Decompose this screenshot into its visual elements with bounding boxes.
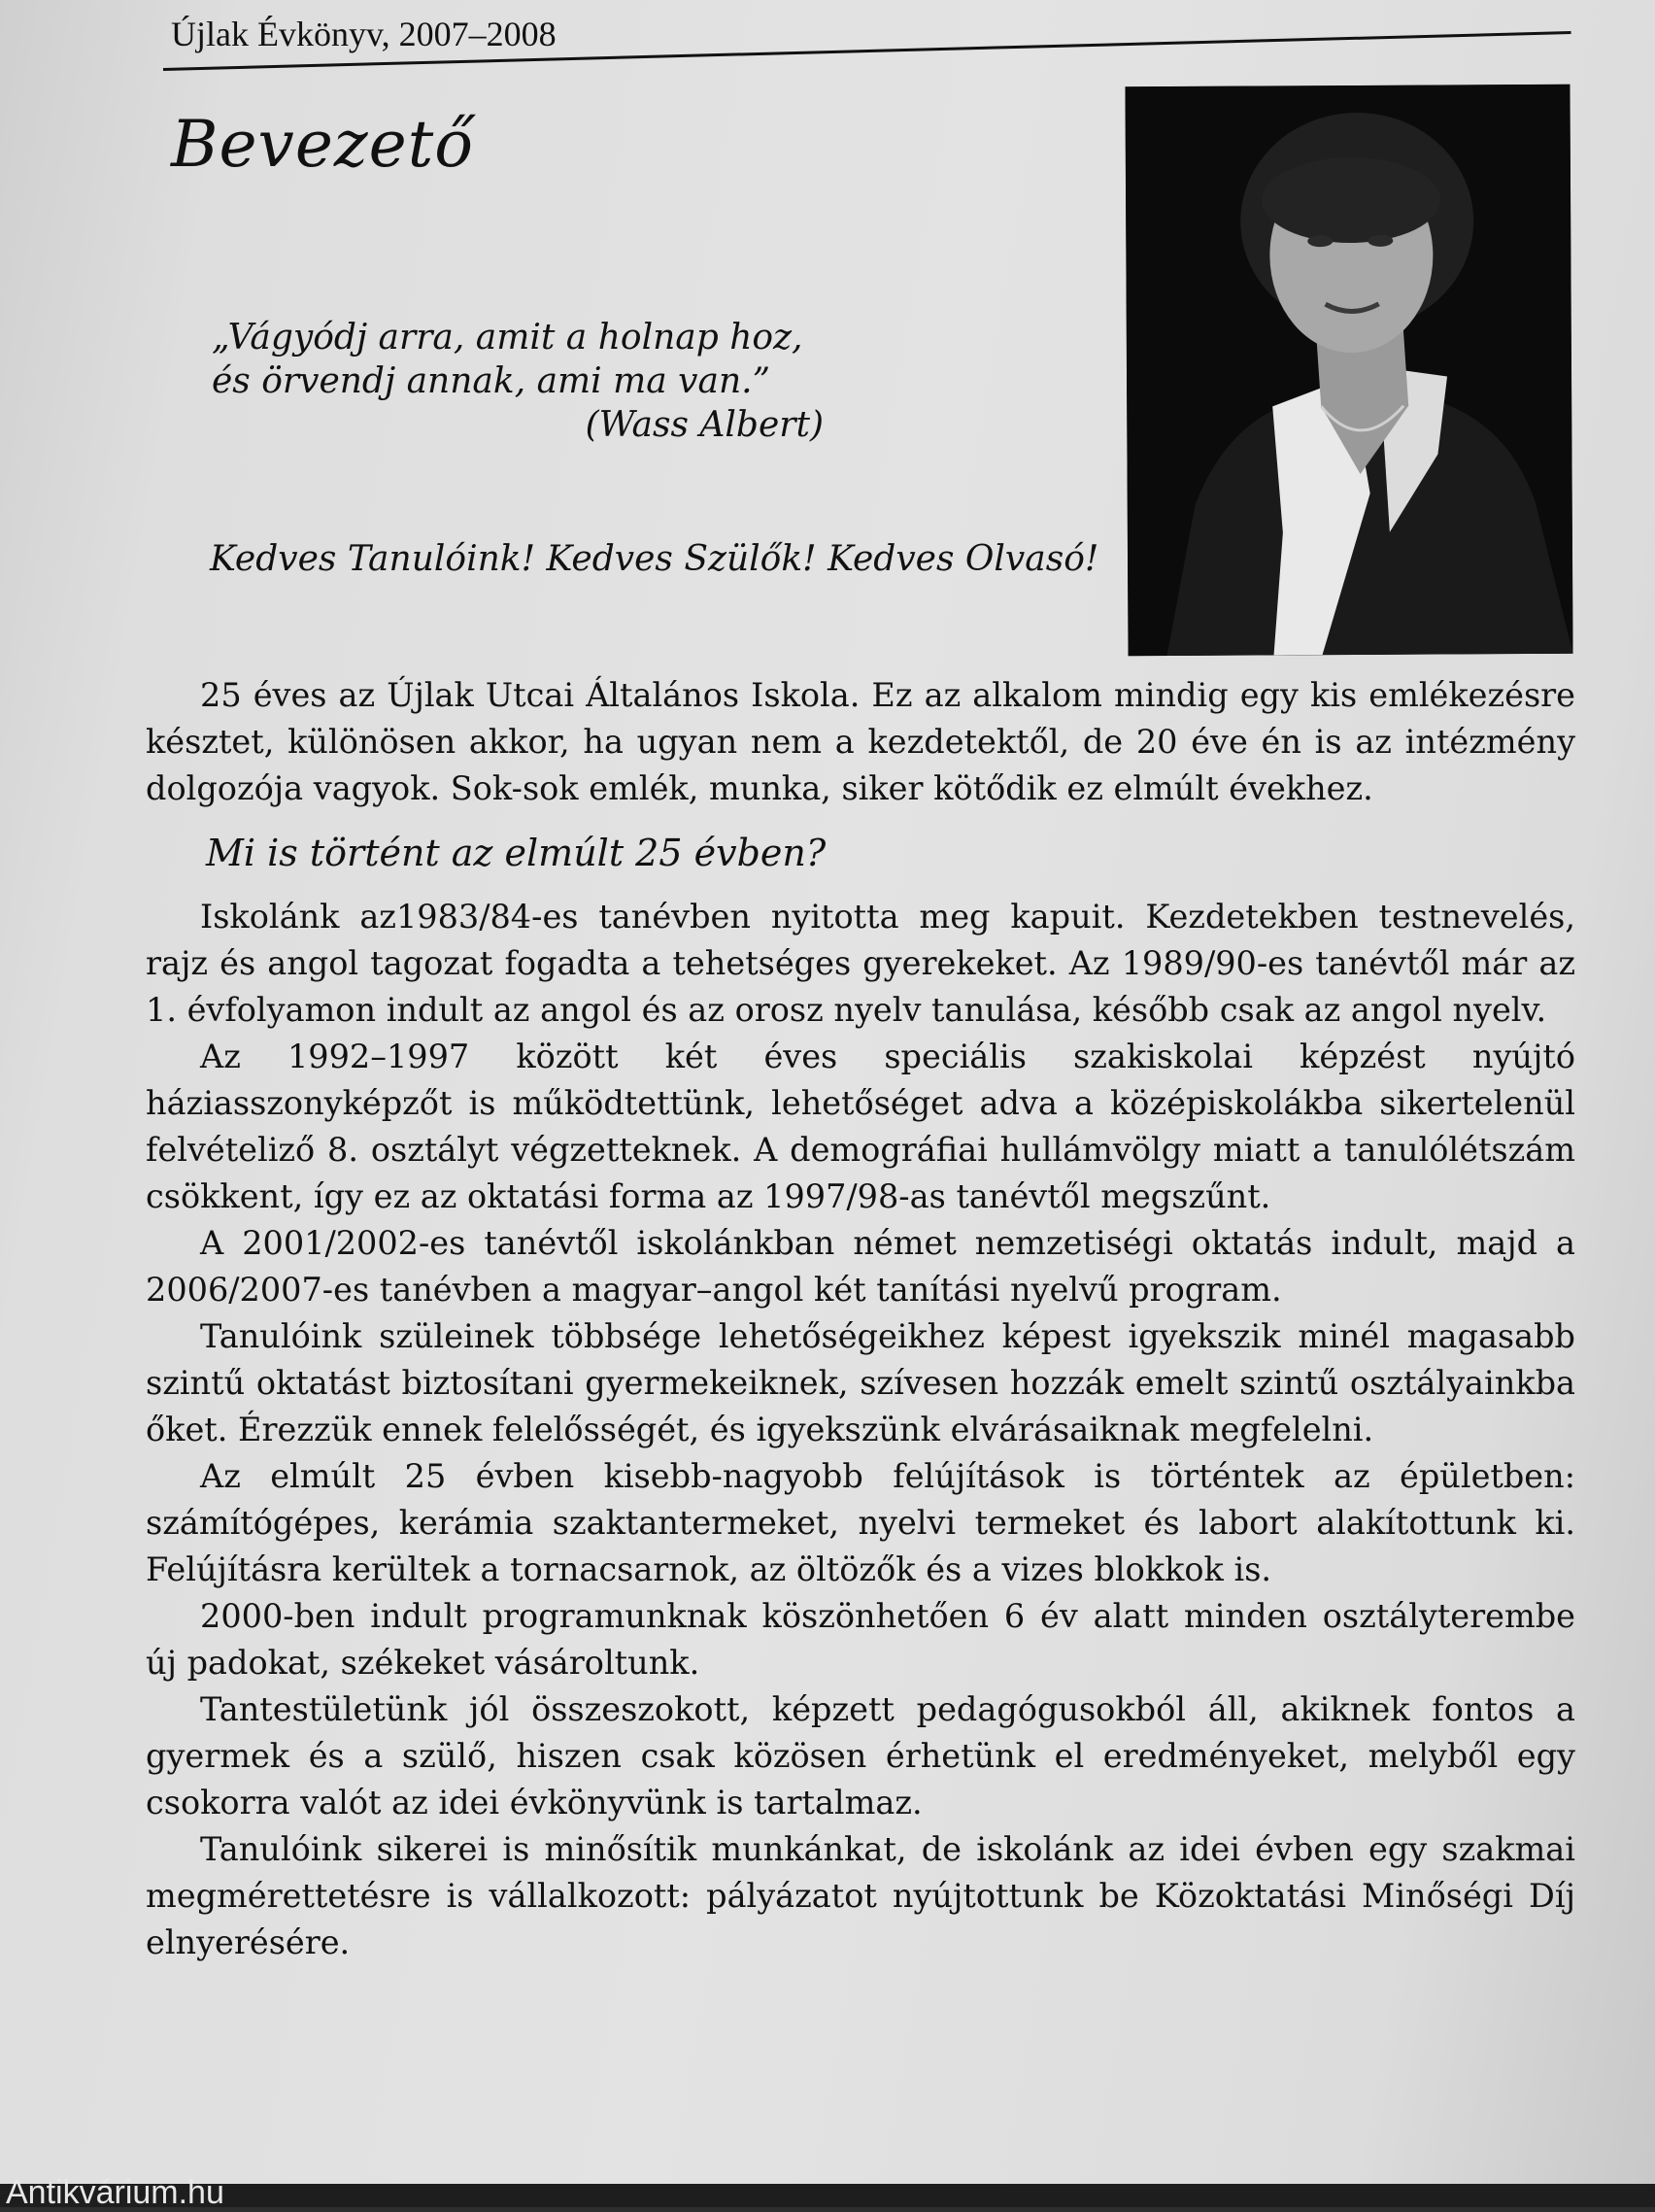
motto-quote (212, 316, 892, 447)
paragraph: Az 1992–1997 között két éves speciális szakiskolai képzést nyújtó háziasszonyképzőt is működtettünk, lehetőséget adva a középiskolákba sikertelenül felvételiző 8. osztályt végzetteknek. A demográfiai hullámvölgy miatt a tanulólétszám csökkent, így ez az oktatási forma az 1997/98-as tanévtől megszűnt. (146, 1038, 1575, 1215)
paragraph: Tanulóink sikerei is minősítik munkánkat, de iskolánk az idei évben egy szakmai megmérettetésre is vállalkozott: pályázatot nyújtottunk be Közoktatási Minőségi Díj elnyerésére. (146, 1830, 1575, 1961)
paragraph: A 2001/2002-es tanévtől iskolánkban német nemzetiségi oktatás indult, majd a 2006/2007-es tanévben a magyar–angol két tanítási nyelvű program. (146, 1224, 1575, 1309)
greeting: Kedves Tanulóink! Kedves Szülők! Kedves Olvasó! (210, 539, 1099, 579)
paragraph: Tantestületünk jól összeszokott, képzett pedagógusokból áll, akiknek fontos a gyermek és a szülő, hiszen csak közösen érhetünk el eredményeket, melyből egy csokorra valót az idei évkönyvünk is tartalmaz. (146, 1690, 1575, 1821)
quote-line-2: és örvendj annak, ami ma van.” (212, 361, 771, 401)
quote-line-1: „Vágyódj arra, amit a holnap hoz, (212, 318, 803, 357)
intro-paragraph: 25 éves az Újlak Utcai Általános Iskola. Ez az alkalom mindig egy kis emlékezésre késztet, különösen akkor, ha ugyan nem a kezdetektől, de 20 éve én is az intézmény dolgozója vagyok. Sok-sok emlék, munka, siker kötődik ez elmúlt évekhez. (146, 676, 1575, 807)
page-edge (0, 2184, 1655, 2207)
section-heading: Bevezető (171, 107, 474, 182)
running-header: Újlak Évkönyv, 2007–2008 (171, 15, 557, 53)
article-body (146, 672, 1575, 1966)
paragraph: Iskolánk az1983/84-es tanévben nyitotta meg kapuit. Kezdetekben testnevelés, rajz és angol tagozat fogadta a tehetséges gyerekeket. Az 1989/90-es tanévtől már az 1. évfolyamon indult az angol és az orosz nyelv tanulása, később csak az angol nyelv. (146, 898, 1575, 1029)
paragraph: 2000-ben indult programunknak köszönhetően 6 év alatt minden osztályterembe új padokat, székeket vásároltunk. (146, 1597, 1575, 1682)
paragraph: Tanulóink szüleinek többsége lehetőségeikhez képest igyekszik minél magasabb szintű oktatást biztosítani gyermekeiknek, szívesen hozzák emelt szintű osztályainkba őket. Érezzük ennek felelősségét, és igyekszünk elvárásaiknak megfelelni. (146, 1317, 1575, 1448)
paragraph: Az elmúlt 25 évben kisebb-nagyobb felújítások is történtek az épületben: számítógépes, kerámia szaktantermeket, nyelvi termeket és labort alakítottunk ki. Felújításra kerültek a tornacsarnok, az öltözők és a vizes blokkok is. (146, 1457, 1575, 1588)
portrait-photo (1125, 85, 1572, 656)
portrait-illustration (1125, 85, 1572, 656)
quote-attribution: (Wass Albert) (585, 405, 824, 445)
subheading: Mi is történt az elmúlt 25 évben? (206, 832, 827, 874)
watermark: Antikvárium.hu (6, 2174, 224, 2211)
